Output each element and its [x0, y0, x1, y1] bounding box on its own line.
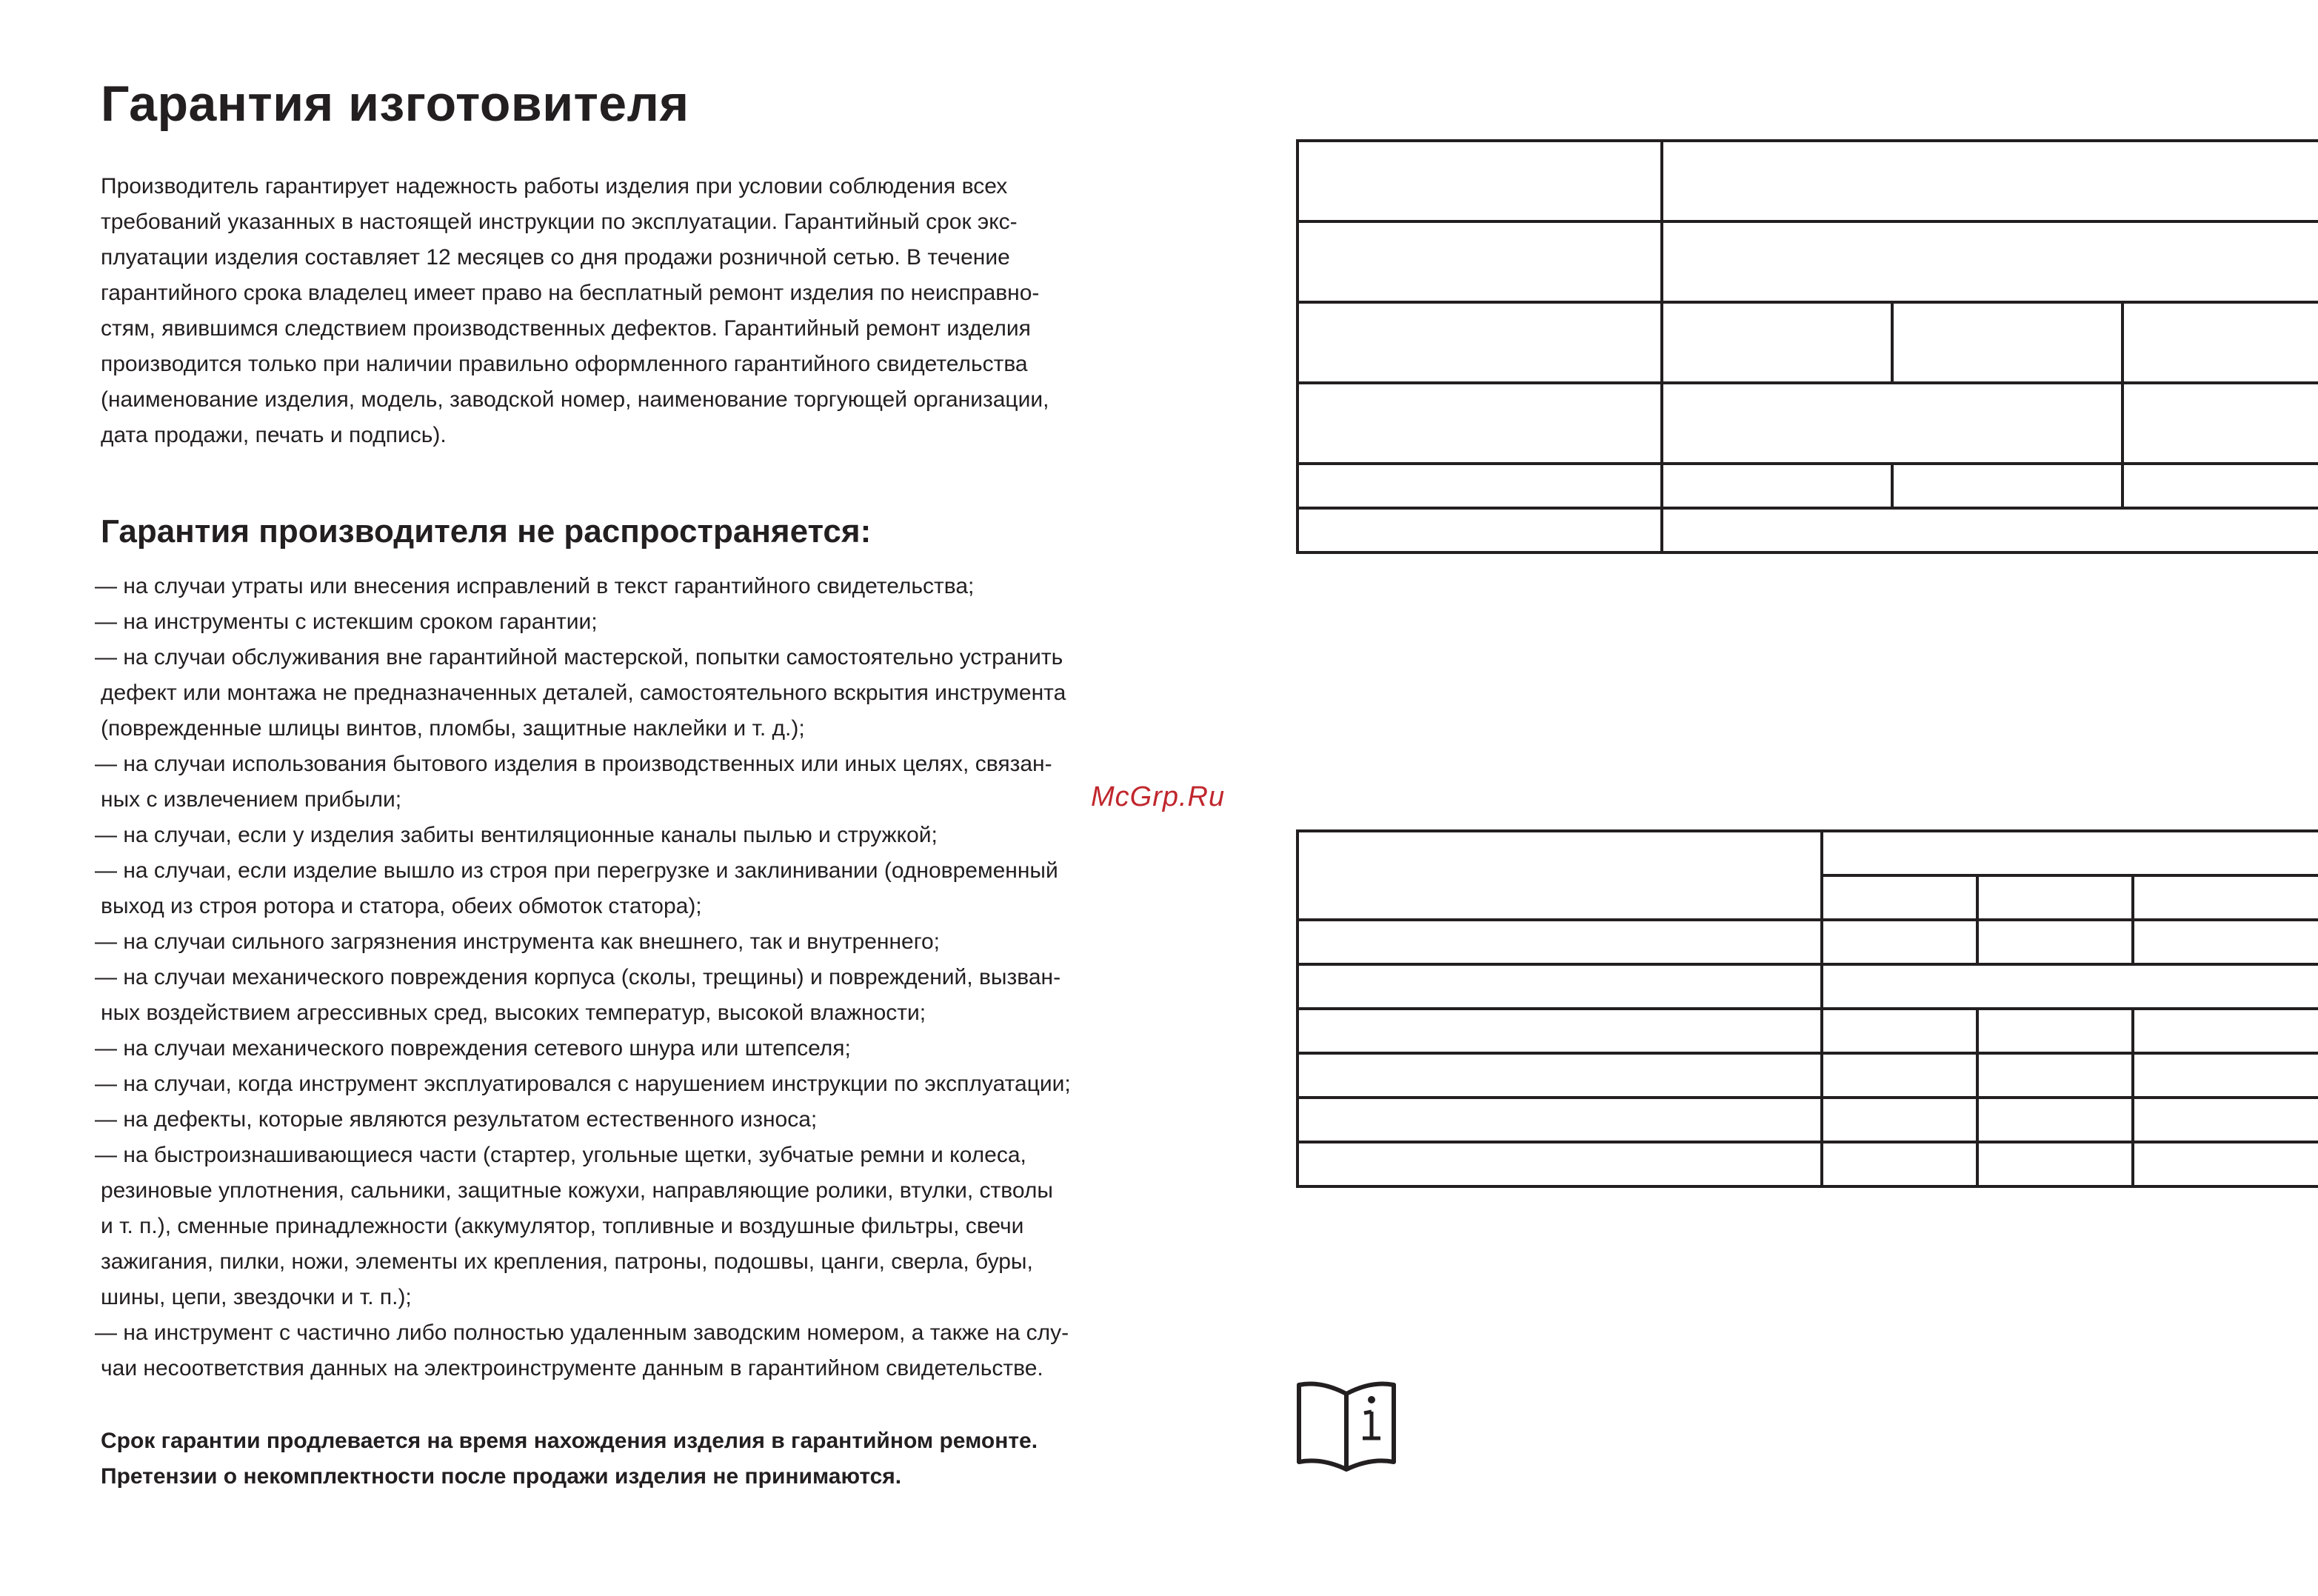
table-cell[interactable] [1297, 920, 1822, 964]
table-cell[interactable] [1662, 221, 2318, 302]
table-cell[interactable] [1662, 141, 2318, 221]
table-cell[interactable] [1297, 1053, 1822, 1098]
table-row [1297, 221, 2318, 302]
table-row [1297, 1098, 2318, 1142]
table-cell[interactable] [1297, 508, 1662, 552]
table-row [1297, 508, 2318, 552]
intro-line: плуатации изделия составляет 12 месяцев со дня продажи розничной сетью. В течение [101, 244, 1010, 270]
table-cell[interactable] [1822, 964, 2318, 1009]
intro-line: дата продажи, печать и подпись). [101, 422, 447, 447]
table-cell[interactable] [1977, 875, 2133, 920]
table-cell[interactable] [2133, 1098, 2318, 1142]
table-row [1297, 383, 2318, 464]
intro-line: гарантийного срока владелец имеет право на бесплатный ремонт изделия по неисправно- [101, 280, 1040, 305]
exclusion-line: — на случаи использования бытового изделия в производственных или иных целях, связан- [95, 752, 1052, 777]
exclusion-line: шины, цепи, звездочки и т. п.); [101, 1285, 412, 1310]
exclusion-line: и т. п.), сменные принадлежности (аккумулятор, топливные и воздушные фильтры, свечи [101, 1214, 1024, 1239]
table-cell[interactable] [2122, 383, 2318, 464]
intro-line: стям, явившимся следствием производственных дефектов. Гарантийный ремонт изделия [101, 315, 1031, 341]
table-cell[interactable] [1822, 875, 1977, 920]
repair-record-table [1296, 829, 2318, 1188]
table-cell[interactable] [1297, 464, 1662, 508]
exclusion-line: выход из строя ротора и статора, обеих обмоток статора); [101, 894, 702, 919]
table-cell[interactable] [1822, 1142, 1977, 1186]
footer-line: Срок гарантии продлевается на время нахождения изделия в гарантийном ремонте. [101, 1429, 1038, 1454]
table-row [1297, 964, 2318, 1009]
intro-paragraph [101, 169, 1152, 453]
exclusion-line: — на случаи сильного загрязнения инструмента как внешнего, так и внутреннего; [95, 929, 940, 955]
table-cell[interactable] [1822, 831, 2318, 875]
table-cell[interactable] [1662, 302, 1892, 383]
table-cell[interactable] [2133, 1142, 2318, 1186]
exclusion-line: — на случаи утраты или внесения исправлений в текст гарантийного свидетельства; [95, 574, 975, 599]
table-cell[interactable] [1297, 964, 1822, 1009]
manual-info-icon [1295, 1379, 1398, 1475]
exclusion-line: — на инструменты с истекшим сроком гарантии; [95, 610, 598, 635]
table-cell[interactable] [1297, 141, 1662, 221]
table-row [1297, 920, 2318, 964]
table-cell[interactable] [1297, 383, 1662, 464]
table-cell[interactable] [2133, 1009, 2318, 1053]
exclusion-line: (поврежденные шлицы винтов, пломбы, защитные наклейки и т. д.); [101, 716, 805, 741]
table-cell[interactable] [1662, 508, 2318, 552]
table-cell[interactable] [1662, 383, 2122, 464]
intro-line: производится только при наличии правильно оформленного гарантийного свидетельства [101, 351, 1028, 376]
table-cell[interactable] [1892, 302, 2122, 383]
exclusion-line: — на случаи механического повреждения корпуса (сколы, трещины) и повреждений, вызван- [95, 965, 1061, 990]
exclusion-line: чаи несоответствия данных на электроинструменте данным в гарантийном свидетельстве. [101, 1356, 1043, 1381]
table-cell[interactable] [1822, 1053, 1977, 1098]
exclusions-list [95, 569, 1152, 1386]
exclusion-line: ных воздействием агрессивных сред, высоких температур, высокой влажности; [101, 1001, 926, 1026]
exclusion-line: — на инструмент с частично либо полностью удаленным заводским номером, а также на слу- [95, 1320, 1069, 1346]
warranty-certificate-table [1296, 139, 2318, 554]
exclusion-line: — на случаи, если изделие вышло из строя при перегрузке и заклинивании (одновременный [95, 858, 1058, 884]
table-cell[interactable] [1297, 1142, 1822, 1186]
table-cell[interactable] [2133, 920, 2318, 964]
table-cell[interactable] [1977, 1009, 2133, 1053]
exclusion-line: зажигания, пилки, ножи, элементы их крепления, патроны, подошвы, цанги, сверла, буры, [101, 1249, 1033, 1275]
table-cell[interactable] [1977, 1053, 2133, 1098]
table-cell[interactable] [1297, 302, 1662, 383]
exclusion-line: — на случаи механического повреждения сетевого шнура или штепселя; [95, 1036, 851, 1061]
table-cell[interactable] [2133, 1053, 2318, 1098]
table-row [1297, 831, 2318, 875]
table-row [1297, 1053, 2318, 1098]
footer-notes [101, 1423, 1152, 1495]
exclusion-line: дефект или монтажа не предназначенных деталей, самостоятельного вскрытия инструмента [101, 681, 1066, 706]
table-cell[interactable] [1662, 464, 1892, 508]
table-cell[interactable] [1297, 1098, 1822, 1142]
exclusion-line: — на быстроизнашивающиеся части (стартер, угольные щетки, зубчатые ремни и колеса, [95, 1143, 1026, 1168]
watermark: McGrp.Ru [1091, 781, 1226, 812]
intro-line: требований указанных в настоящей инструкции по эксплуатации. Гарантийный срок экс- [101, 209, 1018, 234]
intro-line: Производитель гарантирует надежность работы изделия при условии соблюдения всех [101, 173, 1008, 198]
table-cell[interactable] [1822, 1098, 1977, 1142]
intro-line: (наименование изделия, модель, заводской номер, наименование торгующей организации, [101, 387, 1049, 412]
table-row [1297, 464, 2318, 508]
table-cell[interactable] [1892, 464, 2122, 508]
exclusion-line: — на случаи, когда инструмент эксплуатировался с нарушением инструкции по эксплуатации; [95, 1072, 1071, 1097]
table-cell[interactable] [1977, 920, 2133, 964]
table-cell[interactable] [1822, 1009, 1977, 1053]
table-cell[interactable] [1297, 1009, 1822, 1053]
table-cell[interactable] [2122, 464, 2318, 508]
exclusions-title: Гарантия производителя не распространяется: [101, 512, 872, 550]
exclusion-line: резиновые уплотнения, сальники, защитные кожухи, направляющие ролики, втулки, стволы [101, 1178, 1053, 1203]
table-cell[interactable] [1977, 1142, 2133, 1186]
table-cell[interactable] [1297, 831, 1822, 920]
table-row [1297, 1009, 2318, 1053]
warranty-text-column [95, 74, 1152, 1495]
exclusion-line: — на дефекты, которые являются результатом естественного износа; [95, 1107, 818, 1132]
table-cell[interactable] [1822, 920, 1977, 964]
page-title: Гарантия изготовителя [101, 76, 689, 132]
exclusion-line: — на случаи, если у изделия забиты вентиляционные каналы пылью и стружкой; [95, 823, 938, 848]
exclusion-line: ных с извлечением прибыли; [101, 787, 402, 812]
table-cell[interactable] [1977, 1098, 2133, 1142]
table-row [1297, 1142, 2318, 1186]
exclusion-line: — на случаи обслуживания вне гарантийной мастерской, попытки самостоятельно устранить [95, 645, 1063, 670]
table-row [1297, 302, 2318, 383]
table-row [1297, 141, 2318, 221]
footer-line: Претензии о некомплектности после продажи изделия не принимаются. [101, 1464, 902, 1489]
table-cell[interactable] [2122, 302, 2318, 383]
table-cell[interactable] [2133, 875, 2318, 920]
table-cell[interactable] [1297, 221, 1662, 302]
